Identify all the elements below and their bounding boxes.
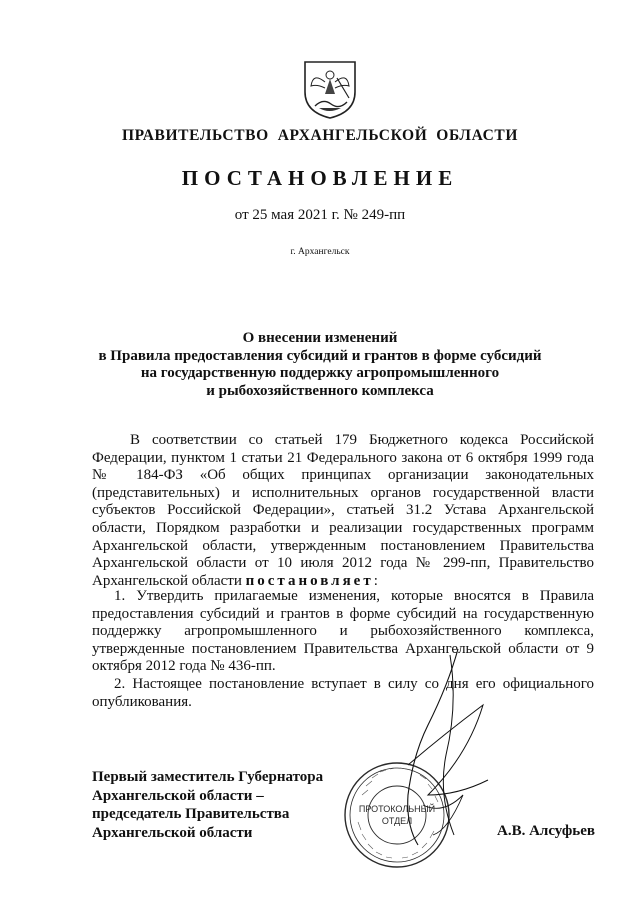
- coat-of-arms-emblem: [301, 58, 359, 120]
- title-line: О внесении изменений: [242, 330, 398, 346]
- resolves-colon: :: [373, 572, 378, 589]
- resolves-word: постановляет: [245, 572, 374, 589]
- organization-name: ПРАВИТЕЛЬСТВО АРХАНГЕЛЬСКОЙ ОБЛАСТИ: [122, 127, 518, 144]
- document-title: [0, 330, 640, 400]
- stamp-text-line1: ПРОТОКОЛЬНЫЙ: [358, 804, 436, 814]
- position-line: председатель Правительства: [92, 806, 290, 822]
- item-paragraph: 2. Настоящее постановление вступает в силу со дня его официального опубликования.: [92, 676, 594, 710]
- document-city: г. Архангельск: [290, 247, 350, 257]
- title-line: и рыбохозяйственного комплекса: [206, 382, 434, 399]
- title-line: на государственную поддержку агропромышленного: [140, 365, 500, 381]
- handwritten-signature: [388, 645, 498, 850]
- document-date-number: от 25 мая 2021 г. № 249-пп: [234, 207, 406, 223]
- signatory-position: [92, 768, 323, 842]
- preamble-paragraph: [92, 432, 594, 590]
- position-line: Архангельской области –: [92, 787, 264, 804]
- preamble-text: В соответствии со статьей 179 Бюджетного кодекса Российской Федерации, пунктом 1 статьи 21 Федерального закона от 6 октября 1999 года № 184-ФЗ «Об общих принципах организации законодательных (представительных) и исполнительных органов государственной власти субъектов Российской Федерации», статьей 31.2 Устава Архангельской области, Порядком разработки и реализации государственных программ Архангельской области, утвержденным постановлением Правительства Архангельской области от 10 июля 2012 года № 299-пп, Правительство Архангельской области: [92, 432, 594, 589]
- item-paragraph: 1. Утвердить прилагаемые изменения, которые вносятся в Правила предоставления субсидий и грантов в форме субсидий на государственную поддержку агропромышленного и рыбохозяйственного комплекса, утвержденные постановлением Правительства Архангельской области от 9 октября 2012 года № 436-пп.: [92, 588, 594, 675]
- position-line: Архангельской области: [92, 824, 253, 841]
- stamp-text-line2: ОТДЕЛ: [381, 816, 413, 826]
- position-line: Первый заместитель Губернатора: [92, 769, 324, 785]
- signatory-name: А.В. Алсуфьев: [497, 823, 595, 839]
- document-type: ПОСТАНОВЛЕНИЕ: [181, 166, 459, 190]
- title-line: в Правила предоставления субсидий и грантов в форме субсидий: [98, 347, 542, 364]
